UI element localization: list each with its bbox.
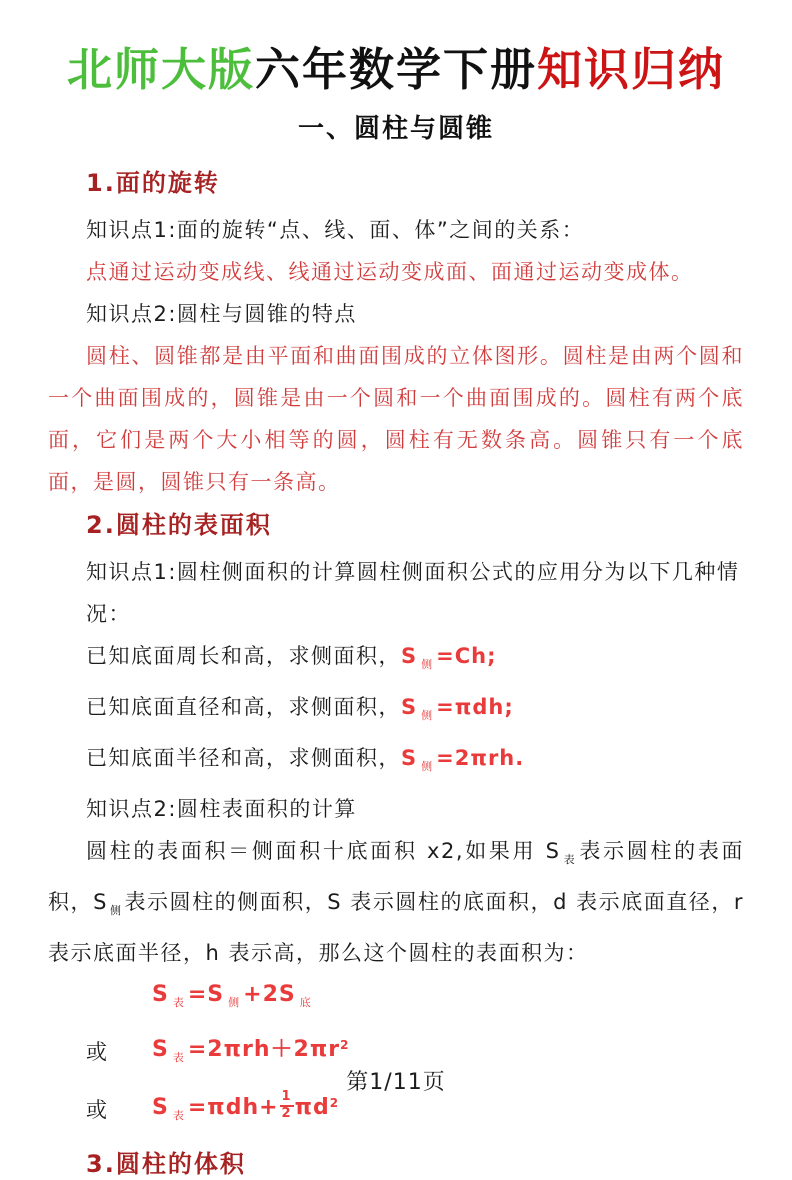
surface-knowledge-point-2: 知识点2:圆柱表面积的计算: [86, 797, 357, 822]
or-label: 或: [86, 1039, 107, 1064]
surface-knowledge-point-1: 知识点1:圆柱侧面积的计算圆柱侧面积公式的应用分为以下几种情况：: [86, 560, 740, 627]
chapter-title: 一、圆柱与圆锥: [297, 114, 494, 145]
title-edition: 北师大版: [66, 43, 255, 96]
lateral-area-formula-ch: S $_侧$ =Ch;: [401, 644, 497, 672]
surface-area-formula-diameter: 或 S $_表$ =πdh+ $\frac{1}{2}$ $\pi d^2$: [86, 1079, 744, 1140]
page-number: 第1/11页: [346, 1070, 446, 1095]
lateral-area-formula-pidh: S $_侧$ =πdh;: [401, 695, 514, 723]
case-prefix: 已知底面直径和高，求侧面积，: [86, 695, 401, 720]
section-heading-surface: 2.圆柱的表面积: [86, 511, 272, 540]
title-suffix: 知识归纳: [537, 43, 726, 96]
case-prefix: 已知底面半径和高，求侧面积，: [86, 746, 401, 771]
lateral-area-formula-2pirh: S $_侧$ =2πrh.: [401, 746, 525, 774]
page-title: [48, 42, 744, 98]
rotation-kp2-paragraph: 圆柱、圆锥都是由平面和曲面围成的立体图形。圆柱是由两个圆和一个曲面围成的，圆锥是由一个圆和一个曲面围成的。圆柱有两个底面，它们是两个大小相等的圆，圆柱有无数条高。圆锥只有一个底面，是圆，圆锥只有一条高。: [48, 344, 744, 495]
one-half-fraction: $\frac{1}{2}$: [281, 1089, 292, 1122]
case-prefix: 已知底面周长和高，求侧面积，: [86, 644, 401, 669]
surface-case-radius: [86, 737, 744, 788]
rotation-kp1-rule: 点通过运动变成线、线通过运动变成面、面通过运动变成体。: [86, 260, 694, 285]
surface-definition-paragraph: 圆柱的表面积＝侧面积十底面积 x2,如果用 S $_表$表示圆柱的表面积，S $_侧$表示圆柱的侧面积，S 表示圆柱的底面积，d 表示底面直径，r 表示底面半径，h 表示高，那么这个圆柱的表面积为：: [48, 839, 745, 966]
surface-area-formula-radius: 或 S $_表 =2\pi rh+2\pi r^2$: [86, 1024, 744, 1079]
surface-case-diameter: [86, 686, 744, 737]
rotation-knowledge-point-2: 知识点2:圆柱与圆锥的特点: [86, 302, 357, 327]
title-subject: 六年数学下册: [254, 43, 537, 96]
section-heading-rotation: 1.面的旋转: [86, 169, 220, 198]
surface-area-formula-general: S $_表$ =S $_侧$ +2S $_底$: [152, 982, 312, 1010]
subscript-ce: 侧: [109, 904, 123, 918]
rotation-knowledge-point-1: 知识点1:面的旋转“点、线、面、体”之间的关系：: [86, 218, 585, 243]
surface-case-circumference: [86, 635, 744, 686]
subscript-biao: 表: [562, 853, 578, 867]
section-heading-volume: 3.圆柱的体积: [86, 1150, 246, 1179]
or-label: 或: [86, 1097, 107, 1122]
